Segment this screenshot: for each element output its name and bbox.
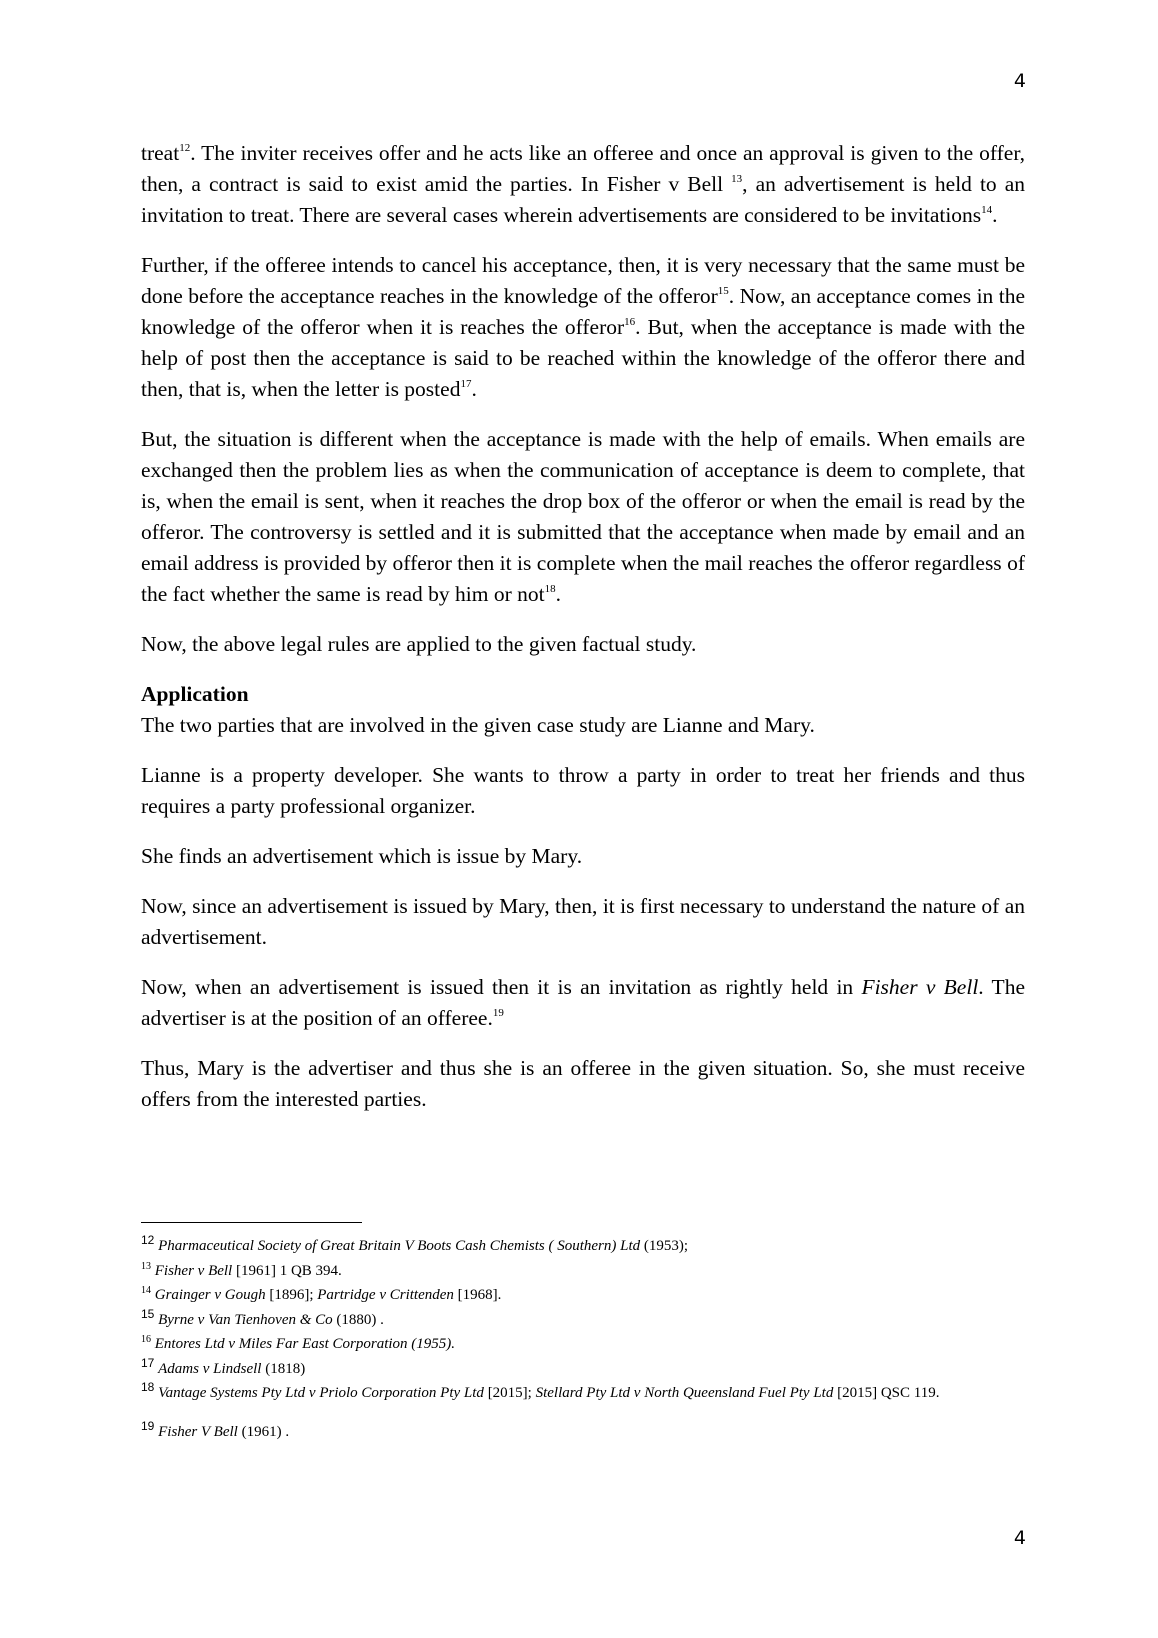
- paragraph-10: Thus, Mary is the advertiser and thus she is an offeree in the given situation. So, she must receive offers from the interested parties.: [141, 1056, 1025, 1111]
- text-run: .: [555, 582, 561, 606]
- text-run: treat: [141, 141, 180, 165]
- case-name: Pharmaceutical Society of Great Britain V Boots Cash Chemists ( Southern) Ltd: [158, 1238, 641, 1254]
- case-name: Fisher v Bell: [861, 975, 979, 999]
- footnote-number: 13: [141, 1260, 151, 1272]
- paragraph-4: Now, the above legal rules are applied to the given factual study.: [141, 632, 697, 656]
- footnote-12: [141, 1234, 1025, 1259]
- footnote-18: [141, 1381, 1025, 1406]
- text-run: , an advertisement is held to an invitation to treat. There are several cases wherein advertisements are considered to be invitations: [141, 172, 1025, 227]
- case-name: Adams v Lindsell: [158, 1360, 262, 1377]
- footnote-number: 12: [141, 1233, 155, 1247]
- footnotes: [141, 1234, 1025, 1444]
- text-run: .: [471, 377, 477, 401]
- case-name: Vantage Systems Pty Ltd v Priolo Corporation Pty Ltd: [158, 1385, 484, 1401]
- footnote-14: [141, 1283, 1025, 1308]
- citation: (1818): [261, 1360, 306, 1377]
- case-name: Byrne v Van Tienhoven & Co: [158, 1311, 333, 1328]
- paragraph-2: [141, 250, 1025, 405]
- footnote-number: 14: [141, 1285, 151, 1296]
- footnote-ref-12[interactable]: 12: [179, 142, 191, 154]
- text-run: . The inviter receives offer and he acts like an offeree and once an approval is given to the offer, then, a contract is said to exist amid the parties. In Fisher v Bell: [141, 141, 1025, 196]
- footnote-number: 15: [141, 1306, 155, 1321]
- footnote-16: [141, 1332, 1025, 1357]
- paragraph-7: She finds an advertisement which is issue by Mary.: [141, 844, 583, 868]
- case-name: Partridge v Crittenden: [317, 1287, 454, 1303]
- citation: (1961) .: [237, 1423, 290, 1440]
- text-run: . But, when the acceptance is made with the help of post then the acceptance is said to be reached within the knowledge of the offeror there and then, that is, when the letter is posted: [141, 315, 1026, 401]
- citation: [1961] 1 QB 394.: [232, 1262, 342, 1279]
- footnote-ref-14[interactable]: 14: [981, 204, 993, 216]
- citation: [2015];: [483, 1385, 536, 1401]
- footnote-number: 17: [141, 1355, 155, 1370]
- footnote-19: [141, 1420, 1025, 1445]
- footnote-ref-15[interactable]: 15: [717, 285, 729, 297]
- text-run: .: [992, 203, 998, 227]
- footnote-ref-19[interactable]: 19: [492, 1007, 504, 1019]
- footnote-number: 18: [141, 1380, 155, 1394]
- footer-page-number: 4: [1013, 1527, 1026, 1549]
- text-run: . Now, an acceptance comes in the knowledge of the offeror when it is reaches the offeror: [141, 284, 1025, 339]
- paragraph-6: Lianne is a property developer. She wants to throw a party in order to treat her friends and thus requires a party professional organizer.: [141, 763, 1025, 818]
- footnote-13: [141, 1259, 1025, 1284]
- case-name: Grainger v Gough: [154, 1287, 266, 1303]
- citation: [1968].: [453, 1287, 502, 1303]
- body-text: [141, 138, 1025, 1115]
- footnote-number: 19: [141, 1418, 155, 1433]
- case-name: Entores Ltd v Miles Far East Corporation (1955).: [154, 1336, 456, 1352]
- footnote-number: 16: [141, 1334, 151, 1345]
- footnote-ref-18[interactable]: 18: [544, 583, 556, 595]
- text-run: Further, if the offeree intends to cancel his acceptance, then, it is very necessary that the same must be done before the acceptance reaches in the knowledge of the offeror: [141, 253, 1025, 308]
- text-run: But, the situation is different when the acceptance is made with the help of emails. When emails are exchanged then the problem lies as when the communication of acceptance is deem to complete, that is, when the email is sent, when it reaches the drop box of the offeror or when the email is read by the offeror. The controversy is settled and it is submitted that the acceptance when made by email and an email address is provided by offeror then it is complete when the mail reaches the offeror regardless of the fact whether the same is read by him or not: [141, 427, 1025, 606]
- footnote-ref-17[interactable]: 17: [460, 378, 472, 390]
- footnote-ref-13[interactable]: 13: [731, 173, 743, 185]
- footnote-15: [141, 1308, 1025, 1333]
- case-name: Fisher v Bell: [154, 1262, 233, 1279]
- section-heading-application: Application: [141, 682, 249, 706]
- citation: [2015] QSC 119.: [833, 1385, 940, 1401]
- citation: [1896];: [265, 1287, 318, 1303]
- footnote-ref-16[interactable]: 16: [624, 316, 636, 328]
- footnote-separator: [141, 1222, 362, 1223]
- paragraph-9: [141, 972, 1025, 1034]
- case-name: Stellard Pty Ltd v North Queensland Fuel Pty Ltd: [535, 1385, 834, 1401]
- paragraph-5: The two parties that are involved in the given case study are Lianne and Mary.: [141, 713, 815, 737]
- text-run: Now, when an advertisement is issued then it is an invitation as rightly held in: [141, 975, 862, 999]
- header-page-number: 4: [1013, 70, 1026, 92]
- citation: (1880) .: [332, 1311, 384, 1328]
- text-run: . The advertiser is at the position of an offeree.: [141, 975, 1025, 1030]
- paragraph-1: [141, 138, 1025, 231]
- paragraph-8: Now, since an advertisement is issued by Mary, then, it is first necessary to understand the nature of an advertisement.: [141, 894, 1025, 949]
- case-name: Fisher V Bell: [158, 1423, 238, 1440]
- footnote-17: [141, 1357, 1025, 1382]
- paragraph-3: [141, 424, 1025, 610]
- citation: (1953);: [640, 1238, 689, 1254]
